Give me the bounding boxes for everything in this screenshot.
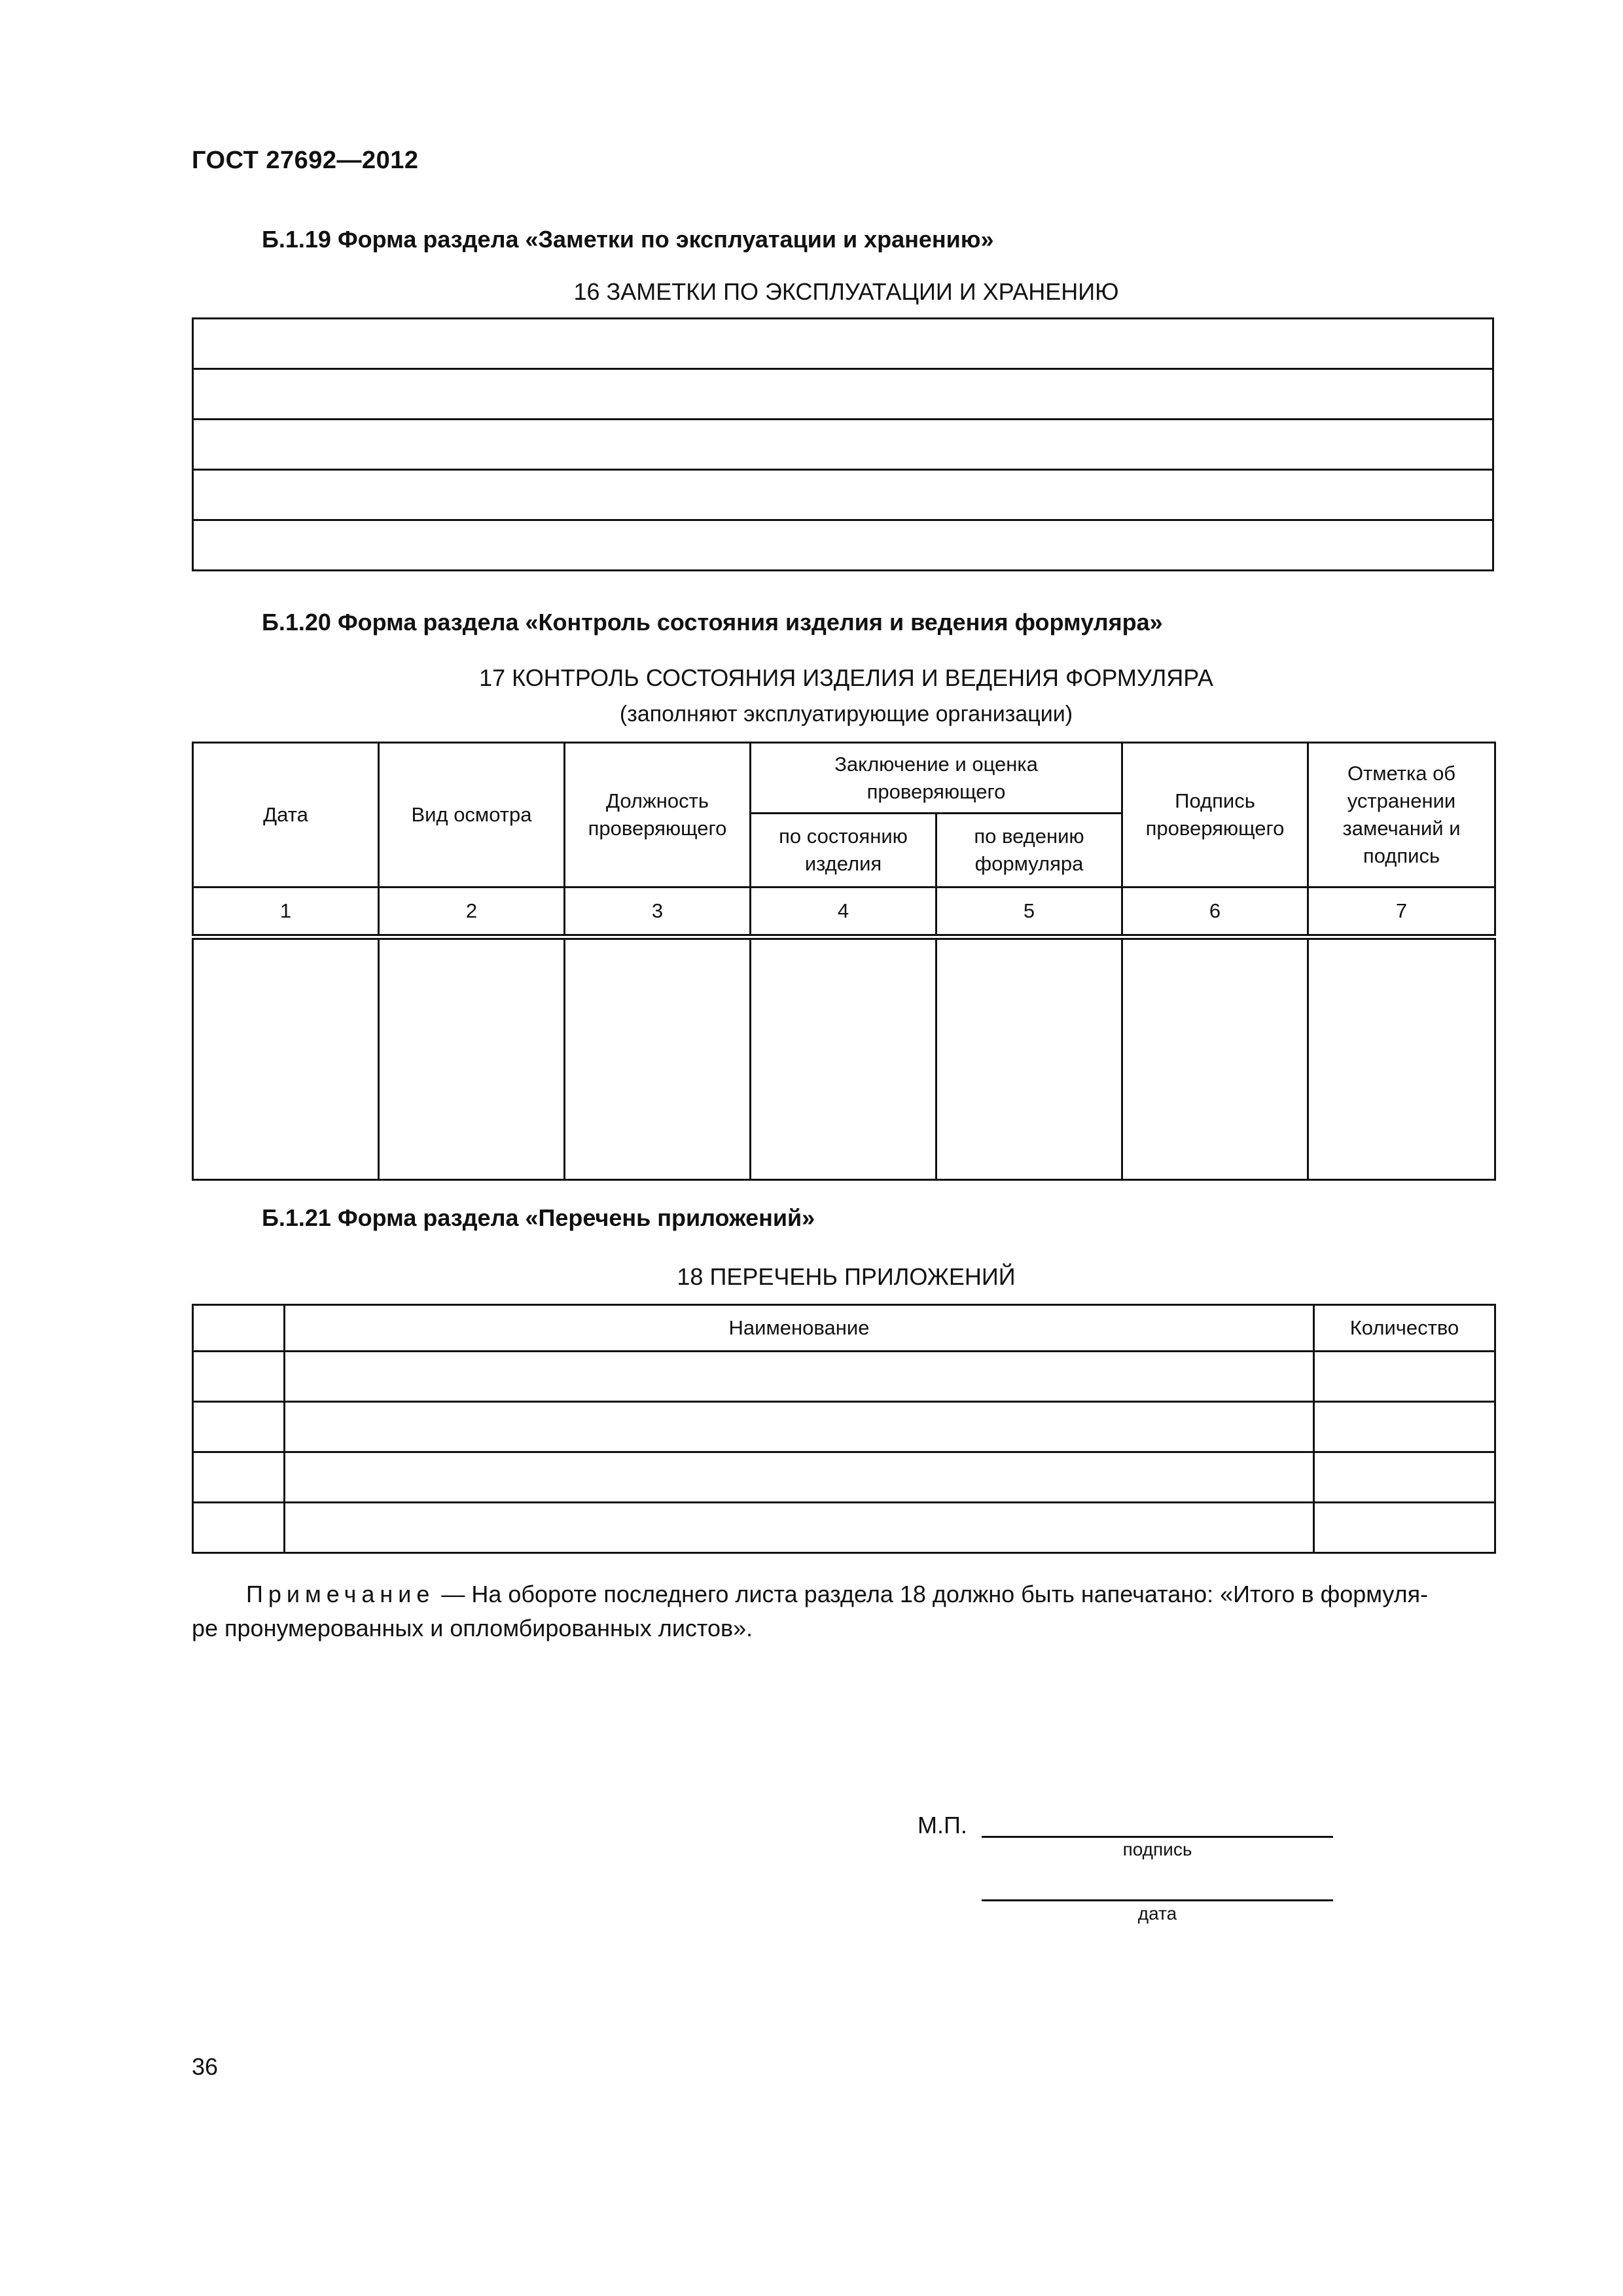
section-b119-heading: Б.1.19 Форма раздела «Заметки по эксплуатации и хранению» — [262, 226, 994, 253]
entry-cell-by-log[interactable] — [936, 937, 1122, 1180]
column-number: 2 — [379, 888, 565, 937]
col-header-name: Наименование — [285, 1305, 1314, 1352]
standard-title: ГОСТ 27692—2012 — [192, 147, 419, 174]
name-cell[interactable] — [285, 1452, 1314, 1503]
note-text-line2: ре пронумерованных и опломбированных листов». — [192, 1615, 753, 1641]
table-row — [193, 369, 1493, 420]
notes-cell[interactable] — [193, 470, 1493, 520]
signature-line[interactable] — [982, 1836, 1333, 1838]
notes-cell[interactable] — [193, 520, 1493, 571]
notes-cell[interactable] — [193, 369, 1493, 420]
table-row — [193, 420, 1493, 470]
notes-table — [192, 317, 1494, 571]
col-header-signature: Подпись проверяющего — [1122, 743, 1308, 888]
quantity-cell[interactable] — [1314, 1402, 1495, 1452]
appendix-table — [192, 1304, 1496, 1554]
inspection-table — [192, 742, 1496, 1181]
table-header-row — [193, 1305, 1495, 1352]
col-header-quantity: Количество — [1314, 1305, 1495, 1352]
column-number: 1 — [193, 888, 379, 937]
note-text-line1: — На обороте последнего листа раздела 18 должно быть напечатано: «Итого в формуля- — [435, 1581, 1429, 1607]
table-row — [193, 1452, 1495, 1503]
name-cell[interactable] — [285, 1503, 1314, 1553]
note-paragraph — [192, 1577, 1494, 1645]
entry-cell-position[interactable] — [565, 937, 751, 1180]
col-header-number — [193, 1305, 285, 1352]
column-number: 6 — [1122, 888, 1308, 937]
section-17-caption: 17 КОНТРОЛЬ СОСТОЯНИЯ ИЗДЕЛИЯ И ВЕДЕНИЯ ФОРМУЛЯРА — [479, 664, 1213, 691]
name-cell[interactable] — [285, 1402, 1314, 1452]
section-16-caption: 16 ЗАМЕТКИ ПО ЭКСПЛУАТАЦИИ И ХРАНЕНИЮ — [573, 278, 1119, 305]
quantity-cell[interactable] — [1314, 1352, 1495, 1402]
col-header-conclusion-group: Заключение и оценка проверяющего — [751, 743, 1122, 814]
notes-cell[interactable] — [193, 319, 1493, 369]
entry-cell-date[interactable] — [193, 937, 379, 1180]
table-row — [193, 470, 1493, 520]
quantity-cell[interactable] — [1314, 1452, 1495, 1503]
col-header-remark: Отметка об устранении замечаний и подпись — [1308, 743, 1495, 888]
date-line[interactable] — [982, 1899, 1333, 1901]
col-header-by-log: по ведению формуляра — [936, 814, 1122, 888]
stamp-label: М.П. — [918, 1812, 967, 1839]
table-header-row — [193, 743, 1495, 814]
table-row — [193, 319, 1493, 369]
name-cell[interactable] — [285, 1352, 1314, 1402]
page-number: 36 — [192, 2053, 219, 2080]
column-number: 3 — [565, 888, 751, 937]
table-row — [193, 1352, 1495, 1402]
col-header-position: Должность проверяющего — [565, 743, 751, 888]
col-header-date: Дата — [193, 743, 379, 888]
table-row — [193, 937, 1495, 1180]
col-header-by-condition: по состоянию изделия — [751, 814, 936, 888]
number-cell[interactable] — [193, 1452, 285, 1503]
section-18-caption: 18 ПЕРЕЧЕНЬ ПРИЛОЖЕНИЙ — [677, 1263, 1016, 1290]
number-cell[interactable] — [193, 1352, 285, 1402]
number-cell[interactable] — [193, 1402, 285, 1452]
section-b121-heading: Б.1.21 Форма раздела «Перечень приложений» — [262, 1204, 815, 1231]
col-header-inspection-type: Вид осмотра — [379, 743, 565, 888]
section-b120-heading: Б.1.20 Форма раздела «Контроль состояния изделия и ведения формуляра» — [262, 609, 1163, 636]
signature-caption: подпись — [1122, 1839, 1192, 1859]
entry-cell-inspection-type[interactable] — [379, 937, 565, 1180]
entry-cell-signature[interactable] — [1122, 937, 1308, 1180]
note-label: Примечание — [246, 1581, 435, 1607]
entry-cell-remark[interactable] — [1308, 937, 1495, 1180]
column-number: 7 — [1308, 888, 1495, 937]
quantity-cell[interactable] — [1314, 1503, 1495, 1553]
number-cell[interactable] — [193, 1503, 285, 1553]
section-17-subcaption: (заполняют эксплуатирующие организации) — [619, 702, 1073, 726]
entry-cell-by-condition[interactable] — [751, 937, 936, 1180]
column-number: 4 — [751, 888, 936, 937]
table-row — [193, 1402, 1495, 1452]
date-caption: дата — [1137, 1903, 1177, 1924]
column-number-row — [193, 888, 1495, 937]
table-row — [193, 1503, 1495, 1553]
table-row — [193, 520, 1493, 571]
column-number: 5 — [936, 888, 1122, 937]
notes-cell[interactable] — [193, 420, 1493, 470]
